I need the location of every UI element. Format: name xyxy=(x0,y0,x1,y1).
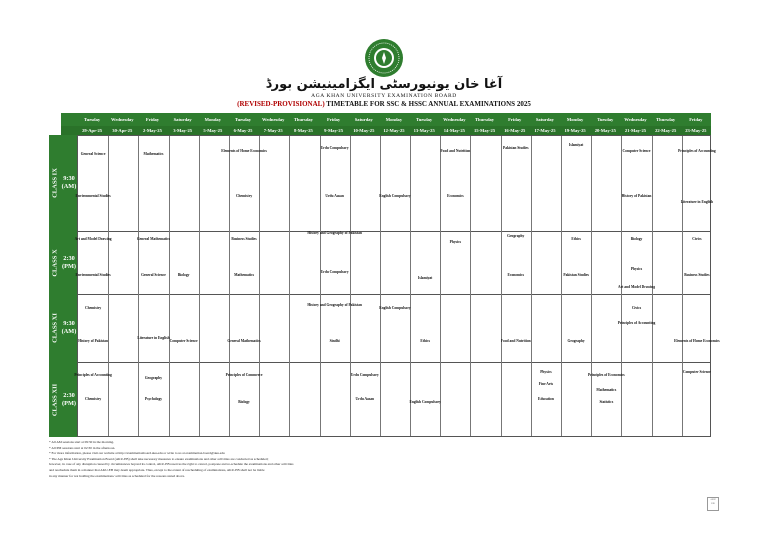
exam-subject: Mathematics xyxy=(596,387,617,392)
exam-subject: Elements of Home Economics xyxy=(674,339,720,344)
title-text: TIMETABLE FOR SSC & HSSC ANNUAL EXAMINATIONS 2025 xyxy=(324,100,531,108)
exam-subject: Fine Arts xyxy=(538,381,554,386)
date-header: 2-May-25 xyxy=(143,128,162,133)
exam-subject: Economics xyxy=(447,194,464,199)
date-header: 30-Apr-25 xyxy=(112,128,133,133)
date-header: 8-May-25 xyxy=(293,128,313,133)
footnote-line: * The Aga Khan University Examination Board (AKU-EB) shall take necessary measures to ensure examinations and other activities are conducted as scheduled; xyxy=(49,456,269,461)
exam-subject: English Compulsory xyxy=(409,399,441,404)
exam-subject: Urdu Aasan xyxy=(325,194,344,199)
time-slot-x: 2:30 (PM) xyxy=(61,231,77,295)
class-xii-label: CLASS XII xyxy=(49,362,61,438)
exam-subject: Environmental Studies xyxy=(75,272,111,277)
exam-subject: Principles of Commerce xyxy=(225,372,263,377)
page-title xyxy=(0,100,768,108)
day-header: Wednesday xyxy=(443,117,466,122)
exam-subject: Urdu Aasan xyxy=(355,396,375,401)
exam-subject: Chemistry xyxy=(85,305,102,310)
exam-subject: Elements of Home Economics xyxy=(221,148,267,153)
akueb-logo xyxy=(364,38,404,78)
footnote-line: * All PM sessions start at 02:30 in the afternoon. xyxy=(49,445,116,450)
exam-subject: Geography xyxy=(567,339,585,344)
day-header: Tuesday xyxy=(416,117,433,122)
exam-subject: Mathematics xyxy=(143,151,164,156)
exam-subject: Mathematics xyxy=(234,272,255,277)
day-header: Monday xyxy=(204,117,222,122)
class-ix-label: CLASS IX xyxy=(49,135,61,232)
day-header: Saturday xyxy=(354,117,373,122)
exam-subject: Geography xyxy=(144,375,163,380)
urdu-title: آغا خان یونیورسٹی ایگزامینیشن بورڈ xyxy=(265,77,503,92)
date-header: 6-May-25 xyxy=(233,128,253,133)
exam-subject: General Science xyxy=(141,272,166,277)
exam-subject: General Mathematics xyxy=(136,236,171,241)
date-header: 22-May-25 xyxy=(655,128,677,133)
date-header: 12-May-25 xyxy=(383,128,405,133)
exam-subject: History of Pakistan xyxy=(621,194,652,199)
exam-subject: Urdu Compulsory xyxy=(320,145,349,150)
exam-subject: Business Studies xyxy=(684,272,710,277)
date-header: 5-May-25 xyxy=(203,128,223,133)
exam-subject: Islamiyat xyxy=(418,275,433,280)
footnote-line: however, in case of any disruption caused by circumstances beyond its control, AKU-EB reserves the right to cancel, postpone and re-schedule the examinations and other activities xyxy=(49,462,294,467)
exam-subject: Geography xyxy=(507,233,525,238)
day-header: Tuesday xyxy=(84,117,101,122)
day-header: Wednesday xyxy=(624,117,647,122)
day-header: Thursday xyxy=(474,117,495,122)
exam-subject: Food and Nutrition xyxy=(440,148,471,153)
day-header: Tuesday xyxy=(234,117,252,122)
page-stamp: AKU EB xyxy=(707,497,719,511)
day-header: Monday xyxy=(566,117,584,122)
exam-subject: Urdu Compulsory xyxy=(320,269,349,274)
time-slot-xii: 2:30 (PM) xyxy=(61,362,77,438)
exam-subject: Civics xyxy=(692,236,702,241)
day-header: Friday xyxy=(145,117,160,122)
exam-subject: Pakistan Studies xyxy=(563,272,589,277)
timetable-grid xyxy=(74,135,720,437)
date-header: 13-May-25 xyxy=(413,128,435,133)
day-header: Tuesday xyxy=(597,117,614,122)
date-header: 23-May-25 xyxy=(685,128,707,133)
exam-subject: Islamiyat xyxy=(568,142,584,147)
exam-subject: History and Geography of Pakistan xyxy=(307,302,362,307)
exam-subject: Art and Model Drawing xyxy=(617,284,656,289)
day-header: Monday xyxy=(385,117,403,122)
exam-subject: History and Geography of Pakistan xyxy=(307,230,362,235)
exam-subject: General Mathematics xyxy=(227,339,261,344)
exam-subject: Principles of Economics xyxy=(587,372,625,377)
exam-subject: General Science xyxy=(80,151,106,156)
exam-subject: Environmental Studies xyxy=(75,194,111,199)
date-header-row xyxy=(61,126,711,135)
exam-subject: Physics xyxy=(449,239,462,244)
date-header: 15-May-25 xyxy=(473,128,496,133)
date-header: 20-May-25 xyxy=(594,128,616,133)
exam-subject: Principles of Accounting xyxy=(74,372,112,377)
exam-subject: Art and Model Drawing xyxy=(74,236,112,241)
date-header: 17-May-25 xyxy=(534,128,556,133)
exam-subject: Business Studies xyxy=(231,236,257,241)
date-header: 7-May-25 xyxy=(263,128,283,133)
date-header: 14-May-25 xyxy=(443,128,465,133)
exam-subject: History of Pakistan xyxy=(78,339,108,344)
organization-name: AGA KHAN UNIVERSITY EXAMINATION BOARD xyxy=(311,93,457,99)
footnote-line: * All AM sessions start at 09:30 in the morning. xyxy=(49,440,114,444)
date-header: 10-May-25 xyxy=(353,128,375,133)
exam-subject: Physics xyxy=(540,369,552,374)
exam-subject: Principles of Accounting xyxy=(678,148,716,153)
exam-subject: Computer Science xyxy=(622,148,651,153)
day-header: Friday xyxy=(326,117,341,122)
exam-subject: Education xyxy=(538,396,554,401)
day-header: Thursday xyxy=(293,117,313,122)
class-xi-label: CLASS XI xyxy=(49,294,61,363)
footnote-line: and reschedule them in a manner that AKU-EB may deem appropriate. Thus, except to the extent of rescheduling of examinations, AKU-EB shall not be liable xyxy=(49,467,265,472)
date-header: 19-May-25 xyxy=(564,128,586,133)
footnote-line: in any manner for not holding the examinations/ activities as scheduled for the reasons stated above. xyxy=(49,473,185,478)
exam-subject: Biology xyxy=(630,236,643,241)
date-header: 9-May-25 xyxy=(324,128,344,133)
exam-subject: Principles of Accounting xyxy=(617,321,656,326)
exam-subject: Civics xyxy=(631,305,642,310)
exam-subject: Computer Science xyxy=(169,339,198,344)
exam-subject: Psychology xyxy=(144,396,163,401)
day-header: Friday xyxy=(689,117,703,122)
date-header: 21-May-25 xyxy=(624,128,647,133)
exam-subject: Sindhi xyxy=(329,339,340,344)
exam-subject: English Compulsory xyxy=(379,194,411,199)
exam-subject: Chemistry xyxy=(235,194,253,199)
exam-subject: Chemistry xyxy=(85,396,102,401)
exam-subject: Biology xyxy=(238,399,250,404)
exam-subject: Pakistan Studies xyxy=(503,145,529,150)
date-header: 29-Apr-25 xyxy=(82,128,103,133)
day-header: Thursday xyxy=(656,117,676,122)
exam-subject: Food and Nutrition xyxy=(500,339,531,344)
day-header: Wednesday xyxy=(261,117,285,122)
day-header: Saturday xyxy=(535,117,554,122)
exam-subject: Physics xyxy=(630,266,643,271)
title-status: (REVISED-PROVISIONAL) xyxy=(237,100,325,108)
class-x-label: CLASS X xyxy=(49,231,61,295)
exam-subject: English Compulsory xyxy=(379,305,411,310)
exam-subject: Urdu Compulsory xyxy=(350,372,379,377)
exam-subject: Economics xyxy=(507,272,525,277)
exam-subject: Biology xyxy=(177,272,190,277)
time-slot-xi: 9:30 (AM) xyxy=(61,294,77,363)
footnotes xyxy=(49,440,293,479)
day-header-row xyxy=(61,113,711,126)
date-header: 16-May-25 xyxy=(504,128,526,133)
day-header: Wednesday xyxy=(111,117,134,122)
exam-subject: Literature in English xyxy=(680,200,714,205)
footnote-line: * For more information, please visit our website at http://examinationboard.aku.edu or write to us at examination.board@aku.edu xyxy=(49,451,225,456)
time-slot-ix: 9:30 (AM) xyxy=(61,135,77,232)
exam-subject: Computer Science xyxy=(682,369,711,374)
date-header: 3-May-25 xyxy=(173,128,193,133)
exam-subject: Ethics xyxy=(571,236,581,241)
day-header: Saturday xyxy=(173,117,192,122)
exam-subject: Ethics xyxy=(420,339,430,344)
exam-subject: Literature in English xyxy=(137,336,170,341)
exam-subject: Statistics xyxy=(599,399,614,404)
day-header: Friday xyxy=(508,117,522,122)
